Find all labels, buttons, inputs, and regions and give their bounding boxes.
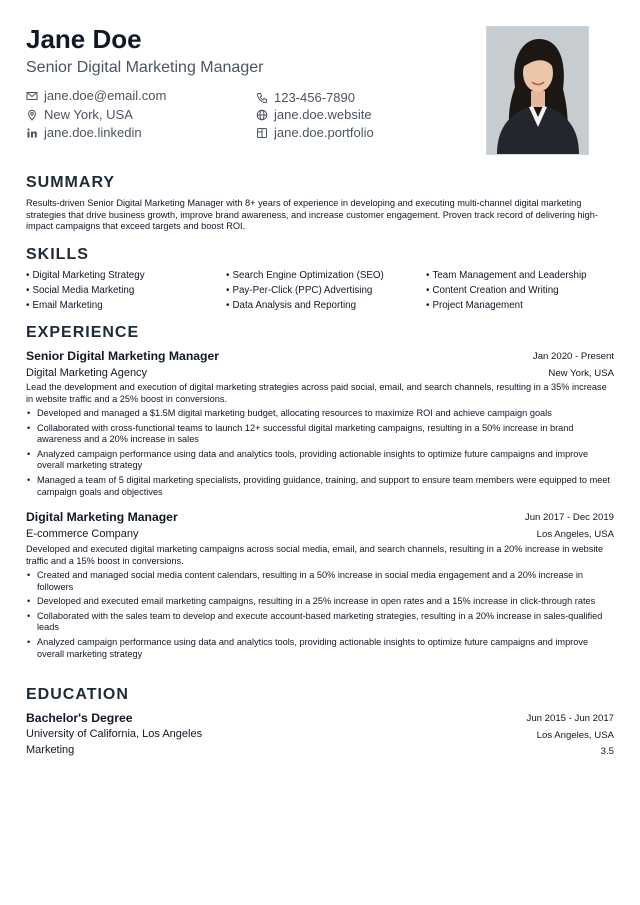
list-item: • Analyzed campaign performance using data and analytics tools, providing actionable insights to optimize future campaigns and improve overall marketing strategy bbox=[26, 449, 614, 472]
contact-email-text: jane.doe@email.com bbox=[44, 88, 167, 103]
skills-heading: SKILLS bbox=[26, 246, 89, 263]
skill-item: • Team Management and Leadership bbox=[426, 270, 587, 281]
job-location: New York, USA bbox=[548, 368, 614, 379]
profile-photo bbox=[486, 26, 589, 155]
list-item: • Developed and executed email marketing campaigns, resulting in a 25% increase in open rates and a 15% increase in click-through rates bbox=[26, 596, 614, 608]
skill-item: • Pay-Per-Click (PPC) Advertising bbox=[226, 285, 372, 296]
mail-icon bbox=[26, 90, 38, 102]
person-portrait-icon bbox=[487, 27, 588, 154]
contact-location bbox=[26, 107, 133, 122]
list-item: • Analyzed campaign performance using data and analytics tools, providing actionable insights to optimize future campaigns and improve overall marketing strategy bbox=[26, 637, 614, 660]
list-item: • Collaborated with cross-functional teams to launch 12+ successful digital marketing campaigns, resulting in a 50% increase in brand awareness and a 20% increase in sales bbox=[26, 423, 614, 446]
job-role: Digital Marketing Manager bbox=[26, 510, 178, 524]
skill-item: • Email Marketing bbox=[26, 300, 103, 311]
education-heading: EDUCATION bbox=[26, 686, 129, 703]
job-company: Digital Marketing Agency bbox=[26, 367, 148, 379]
job-location: Los Angeles, USA bbox=[536, 529, 614, 540]
contact-phone[interactable] bbox=[256, 90, 355, 105]
job-dates: Jun 2017 - Dec 2019 bbox=[524, 512, 614, 523]
job-description: Lead the development and execution of digital marketing strategies across paid social, email, and search channels, resulting in a 35% increase in website traffic and a 25% boost in conversions. bbox=[26, 382, 607, 404]
education-degree: Bachelor's Degree bbox=[26, 711, 133, 725]
contact-location-text: New York, USA bbox=[44, 107, 133, 122]
contact-phone-text: 123-456-7890 bbox=[274, 90, 355, 105]
list-item: • Collaborated with the sales team to develop and execute account-based marketing strategies, resulting in a 20% increase in sales-qualified leads bbox=[26, 611, 614, 634]
contact-website-text: jane.doe.website bbox=[274, 107, 372, 122]
job-bullets bbox=[26, 408, 614, 501]
skill-item: • Search Engine Optimization (SEO) bbox=[226, 270, 384, 281]
skill-item: • Content Creation and Writing bbox=[426, 285, 559, 296]
skill-item: • Digital Marketing Strategy bbox=[26, 270, 145, 281]
job-description: Developed and executed digital marketing campaigns across social media, email, and search channels, resulting in a 20% increase in website traffic and a 15% boost in conversions. bbox=[26, 544, 604, 566]
job-company: E-commerce Company bbox=[26, 528, 139, 540]
education-school: University of California, Los Angeles bbox=[26, 728, 203, 740]
education-field: Marketing bbox=[26, 744, 75, 756]
linkedin-icon bbox=[26, 127, 38, 139]
candidate-name: Jane Doe bbox=[26, 24, 142, 54]
candidate-title: Senior Digital Marketing Manager bbox=[26, 59, 264, 76]
job-role: Senior Digital Marketing Manager bbox=[26, 349, 220, 363]
list-item: • Developed and managed a $1.5M digital marketing budget, allocating resources to maximize ROI and achieve campaign goals bbox=[26, 408, 614, 420]
contact-linkedin-text: jane.doe.linkedin bbox=[44, 125, 142, 140]
list-item: • Created and managed social media content calendars, resulting in a 50% increase in social media engagement and a 20% increase in followers bbox=[26, 570, 614, 593]
skill-item: • Data Analysis and Reporting bbox=[226, 300, 356, 311]
contact-linkedin[interactable] bbox=[26, 125, 142, 140]
education-location: Los Angeles, USA bbox=[536, 730, 614, 741]
location-pin-icon bbox=[26, 109, 38, 121]
contact-website[interactable] bbox=[256, 107, 372, 122]
job-bullets bbox=[26, 570, 614, 663]
skill-item: • Social Media Marketing bbox=[26, 285, 134, 296]
skill-item: • Project Management bbox=[426, 300, 523, 311]
contact-portfolio-text: jane.doe.portfolio bbox=[274, 125, 374, 140]
experience-heading: EXPERIENCE bbox=[26, 324, 140, 341]
job-dates: Jan 2020 - Present bbox=[532, 351, 614, 362]
summary-heading: SUMMARY bbox=[26, 174, 116, 191]
contact-email[interactable] bbox=[26, 88, 166, 103]
list-item: • Managed a team of 5 digital marketing specialists, providing guidance, training, and support to ensure team members were equipped to meet campaign goals and objectives bbox=[26, 475, 614, 498]
contact-portfolio[interactable] bbox=[256, 125, 374, 140]
summary-text: Results-driven Senior Digital Marketing Manager with 8+ years of experience in developing and executing multi-channel digital marketing strategies that drive business growth, improve brand awareness, and increase customer engagement. Proven track record of delivering high-impact campaigns that exceed targets and boost ROI. bbox=[26, 198, 598, 232]
education-dates: Jun 2015 - Jun 2017 bbox=[526, 713, 614, 724]
education-gpa: 3.5 bbox=[600, 746, 614, 757]
globe-icon bbox=[256, 109, 268, 121]
portfolio-icon bbox=[256, 127, 268, 139]
phone-icon bbox=[256, 92, 268, 104]
